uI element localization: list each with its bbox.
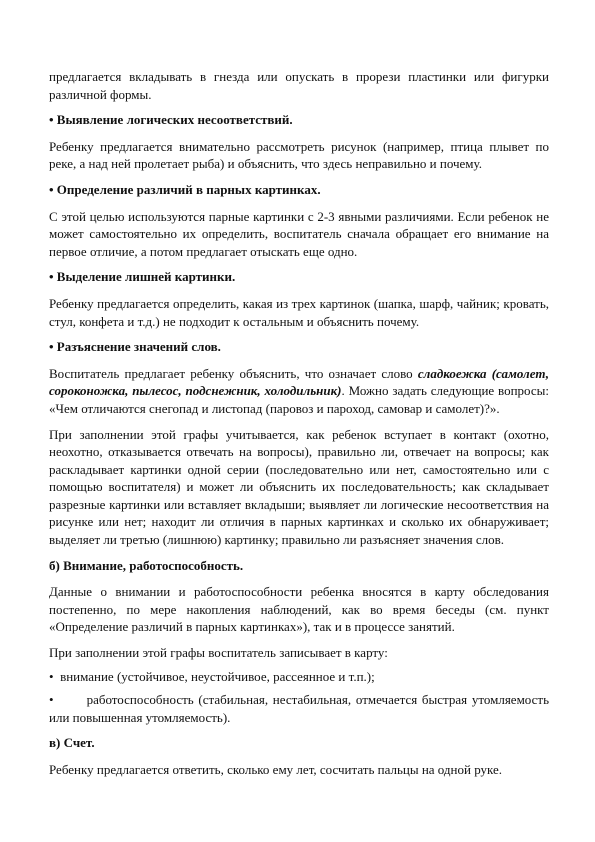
paragraph-counting: Ребенку предлагается ответить, сколько ему лет, сосчитать пальцы на одной руке. bbox=[49, 762, 503, 777]
heading-odd-picture: • Выделение лишней картинки. bbox=[49, 269, 236, 285]
heading-word-meanings: • Разъяснение значений слов. bbox=[49, 339, 221, 355]
paragraph-filling-column: При заполнении этой графы учитывается, как ребенок вступает в контакт (охотно, неохотно, отказывается отвечать на вопросы), правильно ли, отвечает на вопросы; как раскладывает картинки одной серии (последовательно или нет, самостоятельно или с помощью воспитателя) и может ли объяснить их последовательность; как складывает разрезные картинки или вставляет вкладыши; выявляет ли логические несоответствия на рисунке или нет; находит ли отличия в парных картинках и сколько их обнаруживает; выделяет ли третью (лишнюю) картинку; правильно ли разъясняет значения слов. bbox=[49, 426, 549, 548]
bullet-attention bbox=[49, 668, 549, 686]
paragraph-word-meanings-start: Воспитатель предлагает ребенку объяснить, что означает слово bbox=[49, 365, 418, 381]
bullet-marker: • bbox=[49, 692, 54, 708]
paragraph-odd-picture: Ребенку предлагается определить, какая из трех картинок (шапка, шарф, чайник; кровать, стул, конфета и т.д.) не подходит к остальным и объяснить почему. bbox=[49, 295, 549, 329]
heading-counting: в) Счет. bbox=[49, 735, 95, 751]
heading-logical-inconsistencies: • Выявление логических несоответствий. bbox=[49, 112, 293, 128]
paragraph-word-meanings-words: сладкоежка (самолет, сороконожка, пылесос, подснежник, холодильник) bbox=[49, 365, 549, 399]
paragraph-logical-inconsistencies: Ребенку предлагается внимательно рассмотреть рисунок (например, птица плывет по реке, а над ней пролетает рыба) и объяснить, что здесь неправильно и почему. bbox=[49, 138, 549, 172]
heading-differences: • Определение различий в парных картинках. bbox=[49, 181, 321, 197]
bullet-performance-text: работоспособность (стабильная, нестабильная, отмечается быстрая утомляемость или повышенная утомляемость). bbox=[49, 692, 550, 725]
bullet-performance bbox=[49, 691, 549, 726]
bullet-marker: • bbox=[49, 668, 54, 684]
heading-attention: б) Внимание, работоспособность. bbox=[49, 557, 244, 573]
document-page bbox=[49, 68, 549, 787]
paragraph-attention: Данные о внимании и работоспособности ребенка вносятся в карту обследования постепенно, по мере накопления наблюдений, как во время беседы (см. пункт «Определение различий в парных картинках»), так и в процессе занятий. bbox=[49, 584, 549, 635]
paragraph-word-meanings bbox=[49, 365, 549, 418]
paragraph-continuation: предлагается вкладывать в гнезда или опускать в прорези пластинки или фигурки различной формы. bbox=[49, 69, 549, 102]
paragraph-word-meanings-end: . Можно задать следующие вопросы: «Чем отличаются снегопад и листопад (паровоз и пароход, самовар и самолет)?». bbox=[49, 383, 549, 416]
bullet-attention-text: внимание (устойчивое, неустойчивое, рассеянное и т.п.); bbox=[60, 668, 375, 684]
paragraph-card-notes: При заполнении этой графы воспитатель записывает в карту: bbox=[49, 645, 388, 661]
paragraph-differences: С этой целью используются парные картинки с 2-3 явными различиями. Если ребенок не может самостоятельно их определить, воспитатель сначала обращает его внимание на первое отличие, а потом предлагает отыскать еще одно. bbox=[49, 208, 549, 259]
